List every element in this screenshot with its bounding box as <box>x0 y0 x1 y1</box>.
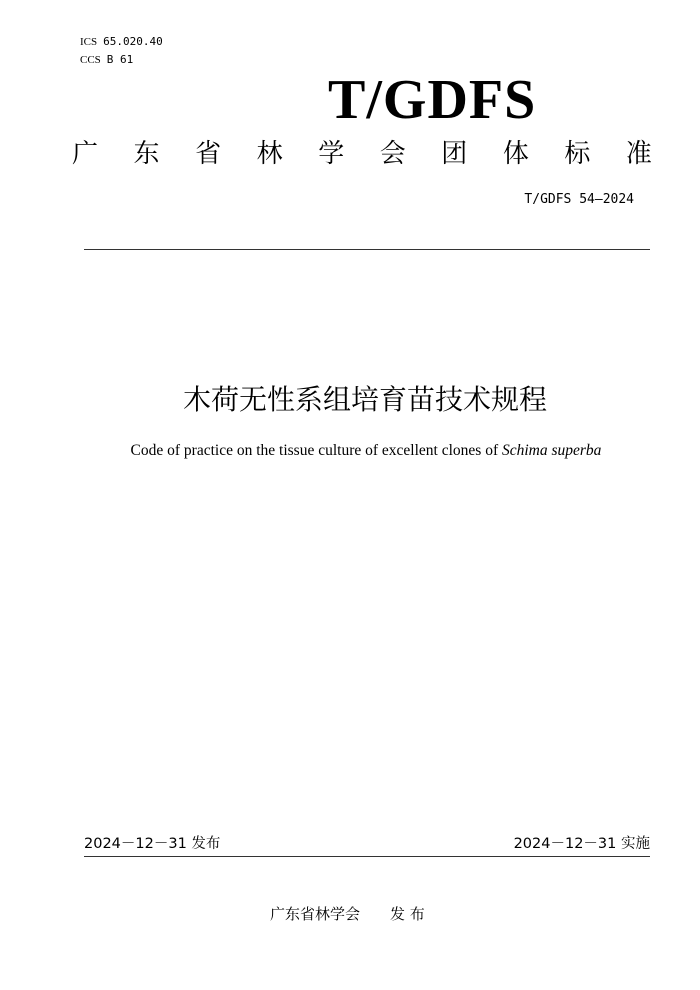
top-divider <box>84 249 650 250</box>
heading-char: 准 <box>625 139 652 169</box>
heading-char: 会 <box>379 139 406 169</box>
issue-date: 2024－12－31 发布 <box>84 836 221 852</box>
organization-standard-heading <box>72 137 652 171</box>
publisher-action: 发 布 <box>390 905 425 923</box>
publisher-line <box>270 904 425 924</box>
ics-value: 65.020.40 <box>103 35 163 48</box>
standard-number: T/GDFS 54—2024 <box>524 192 634 207</box>
heading-char: 体 <box>502 139 529 169</box>
implementation-date: 2024－12－31 实施 <box>513 836 650 852</box>
ccs-value: B 61 <box>106 53 134 66</box>
ccs-label: CCS <box>80 54 101 66</box>
heading-char: 学 <box>318 139 345 169</box>
heading-char: 省 <box>195 139 222 169</box>
title-chinese: 木荷无性系组培育苗技术规程 <box>182 383 547 416</box>
publisher-name: 广东省林学会 <box>270 905 361 923</box>
heading-char: 林 <box>256 139 283 169</box>
heading-char: 广 <box>72 139 99 169</box>
ccs-code <box>80 53 133 67</box>
heading-char: 标 <box>564 139 591 169</box>
heading-char: 团 <box>441 139 468 169</box>
title-english <box>0 440 700 462</box>
title-english-main: Code of practice on the tissue culture of excellent clones of <box>130 442 502 459</box>
bottom-divider <box>84 856 650 857</box>
ics-label: ICS <box>80 36 98 48</box>
ics-code <box>80 35 163 49</box>
heading-char: 东 <box>133 139 160 169</box>
standard-logo: T/GDFS <box>328 69 537 131</box>
species-name: Schima superba <box>501 442 602 459</box>
